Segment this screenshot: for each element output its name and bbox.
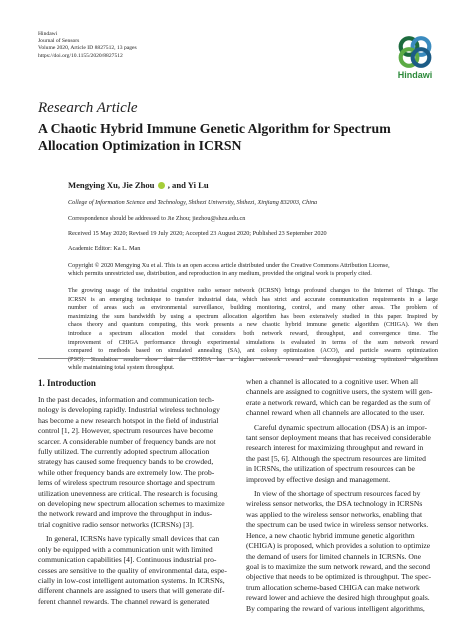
body-line: the spectrum can be used twice in wireless sensor networks. [246, 520, 429, 530]
body-line: was applied to the wireless sensor networks, enabling that [246, 509, 423, 519]
abstract-line: ICRSN is an emerging technique to transfer industrial data, which has strict and accurate communication requirements in a large [68, 295, 438, 303]
body-line: goal is to maximize the sum network reward, and the second [246, 561, 431, 571]
body-line: tant sensor deployment means that has received considerable [246, 433, 431, 443]
abstract-line: maximizing the sum bandwidth by using a spectrum allocation algorithm has been extensively studied in this paper. Inspired by [68, 312, 438, 320]
body-line: (CHIGA) is proposed, which provides a solution to optimize [246, 541, 431, 551]
hindawi-logo-icon [392, 34, 438, 70]
section-heading: 1. Introduction [38, 378, 96, 388]
abstract-line: The growing usage of the industrial cognitive radio sensor network (ICRSN) brings profound changes to the Internet of Things. The [68, 287, 438, 294]
author-names: Mengying Xu, Jie Zhou [68, 180, 155, 190]
body-line: utilization unevenness are critical. The research is focusing [38, 488, 218, 498]
title-line: Allocation Optimization in ICRSN [38, 138, 242, 153]
copyright-line: which permits unrestricted use, distribution, and reproduction in any medium, provided the original work is properly cited. [68, 270, 372, 278]
body-line: strategy has caused some frequency bands to be crowded, [38, 457, 214, 467]
body-line: control [1, 2]. However, spectrum resources have become [38, 426, 214, 436]
abstract-line: number of areas such as environmental surveillance, building monitoring, control, and many other areas. The problem of [68, 304, 438, 312]
article-type: Research Article [38, 100, 138, 116]
body-line: Careful dynamic spectrum allocation (DSA) is an impor- [254, 422, 427, 432]
volume-line: Volume 2020, Article ID 8827512, 13 pages [38, 45, 137, 52]
body-line: the network reward and improve the throughput in indus- [38, 509, 213, 519]
body-line: wireless sensor networks, the DSA technology in ICRSNs [246, 499, 423, 509]
hindawi-logo[interactable] [392, 34, 438, 84]
body-line: the past [5, 6]. Although the spectrum resources are limited [246, 453, 426, 463]
body-line: on developing new spectrum allocation schemes to maximize [38, 499, 225, 509]
body-line: objective that needs to be optimized is throughput. The spec- [246, 572, 432, 582]
publisher-name: Hindawi [38, 31, 58, 37]
body-line: In the past decades, information and communication tech- [38, 395, 215, 404]
abstract-line: while maintaining total system throughput. [68, 364, 175, 372]
author-names-tail: , and Yi Lu [167, 180, 209, 190]
copyright-line: Copyright © 2020 Mengying Xu et al. This is an open access article distributed under the Creative Commons Attribution License, [68, 262, 390, 269]
body-line: By comparing the reward of various intelligent algorithms, [246, 603, 425, 613]
body-line: reward lower and achieve the desired high throughput goals. [246, 593, 430, 603]
body-line: improved by effective design and management. [246, 474, 391, 484]
affiliation: College of Information Science and Technology, Shihezi University, Shihezi, Xinjiang 832003, China [68, 199, 318, 206]
body-line: when a channel is allocated to a cognitive user. When all [246, 377, 419, 386]
body-line: scarcer. A considerable number of frequency bands are not [38, 436, 216, 446]
orcid-icon[interactable] [158, 182, 165, 189]
publication-dates: Received 15 May 2020; Revised 19 July 2020; Accepted 23 August 2020; Published 23 September 2020 [68, 230, 327, 237]
body-line: In general, ICRSNs have typically small devices that can [46, 534, 220, 544]
journal-name: Journal of Sensors [38, 38, 80, 45]
section-divider [38, 358, 438, 359]
author-list [68, 180, 209, 190]
body-line: channel reward when all channels are allocated to the user. [246, 408, 425, 418]
abstract-line: chaos theory and quantum computing, this work presents a new chaotic hybrid immune genetic algorithm (CHIGA). We then [68, 321, 438, 329]
body-line: while other frequency bands are extremely low. The prob- [38, 467, 215, 477]
abstract [68, 287, 438, 373]
body-line: channels are assigned to cognitive users, the system will gen- [246, 387, 433, 397]
paper-title [38, 120, 438, 154]
logo-wordmark: Hindawi [397, 70, 433, 80]
body-line: has become a new research hotspot in the field of industrial [38, 415, 219, 425]
body-line: In view of the shortage of spectrum resources faced by [254, 489, 421, 499]
doi-link[interactable]: https://doi.org/10.1155/2020/8827512 [38, 52, 123, 59]
body-line: different channels are assigned to users that will generate dif- [38, 586, 225, 596]
copyright-notice [68, 262, 390, 279]
abstract-line: (PSO). Simulation results show that the CHIGA has a higher network reward and throughput existing optimized algorithms [68, 355, 438, 363]
abstract-line: improvement of CHIGA performance through experimental simulations is evaluated in terms of the sum network reward [68, 338, 438, 346]
correspondence: Correspondence should be addressed to Jie Zhou; jiezhou@shzu.edu.cn [68, 215, 246, 222]
body-line: only be equipped with a communication unit with limited [38, 544, 213, 554]
body-line: lems of wireless spectrum resource shortage and spectrum [38, 478, 215, 488]
body-line: trum allocation scheme-based CHIGA can make network [246, 582, 420, 592]
body-line: erate a network reward, which can be regarded as the sum of [246, 397, 431, 407]
body-line: in ICRSNs, the utilization of spectrum resources can be [246, 464, 415, 474]
body-line: cesses are sensitive to the quality of environmental data, espe- [38, 565, 227, 575]
abstract-line: introduce a spectrum allocation model that considers both network reward, throughput, and convergence time. The [68, 329, 438, 337]
right-column [246, 377, 440, 614]
left-column [38, 395, 230, 607]
journal-info [38, 31, 137, 60]
body-line: research interest for maximizing throughput and reward in [246, 443, 424, 453]
abstract-line: compared to methods based on simulated annealing (SA), ant colony optimization (ACO), and particle swarm optimization [68, 347, 438, 355]
body-line: the demand of users for limited channels in ICRSNs. One [246, 551, 422, 561]
body-line: ferent channel rewards. The channel reward is generated [38, 596, 210, 606]
academic-editor: Academic Editor: Ka L. Man [68, 245, 141, 252]
body-line: nology is developing rapidly. Industrial wireless technology [38, 405, 220, 415]
title-line: A Chaotic Hybrid Immune Genetic Algorithm for Spectrum [38, 121, 391, 136]
body-line: Hence, a new chaotic hybrid immune genetic algorithm [246, 530, 415, 540]
body-line: communication capabilities [4]. Continuous industrial pro- [38, 555, 217, 565]
body-line: fully utilized. The currently adopted spectrum allocation [38, 447, 210, 457]
body-line: cially in low-cost intelligent automation systems. In ICRSNs, [38, 575, 225, 585]
body-line: trial cognitive radio sensor networks (ICRSNs) [3]. [38, 519, 194, 529]
